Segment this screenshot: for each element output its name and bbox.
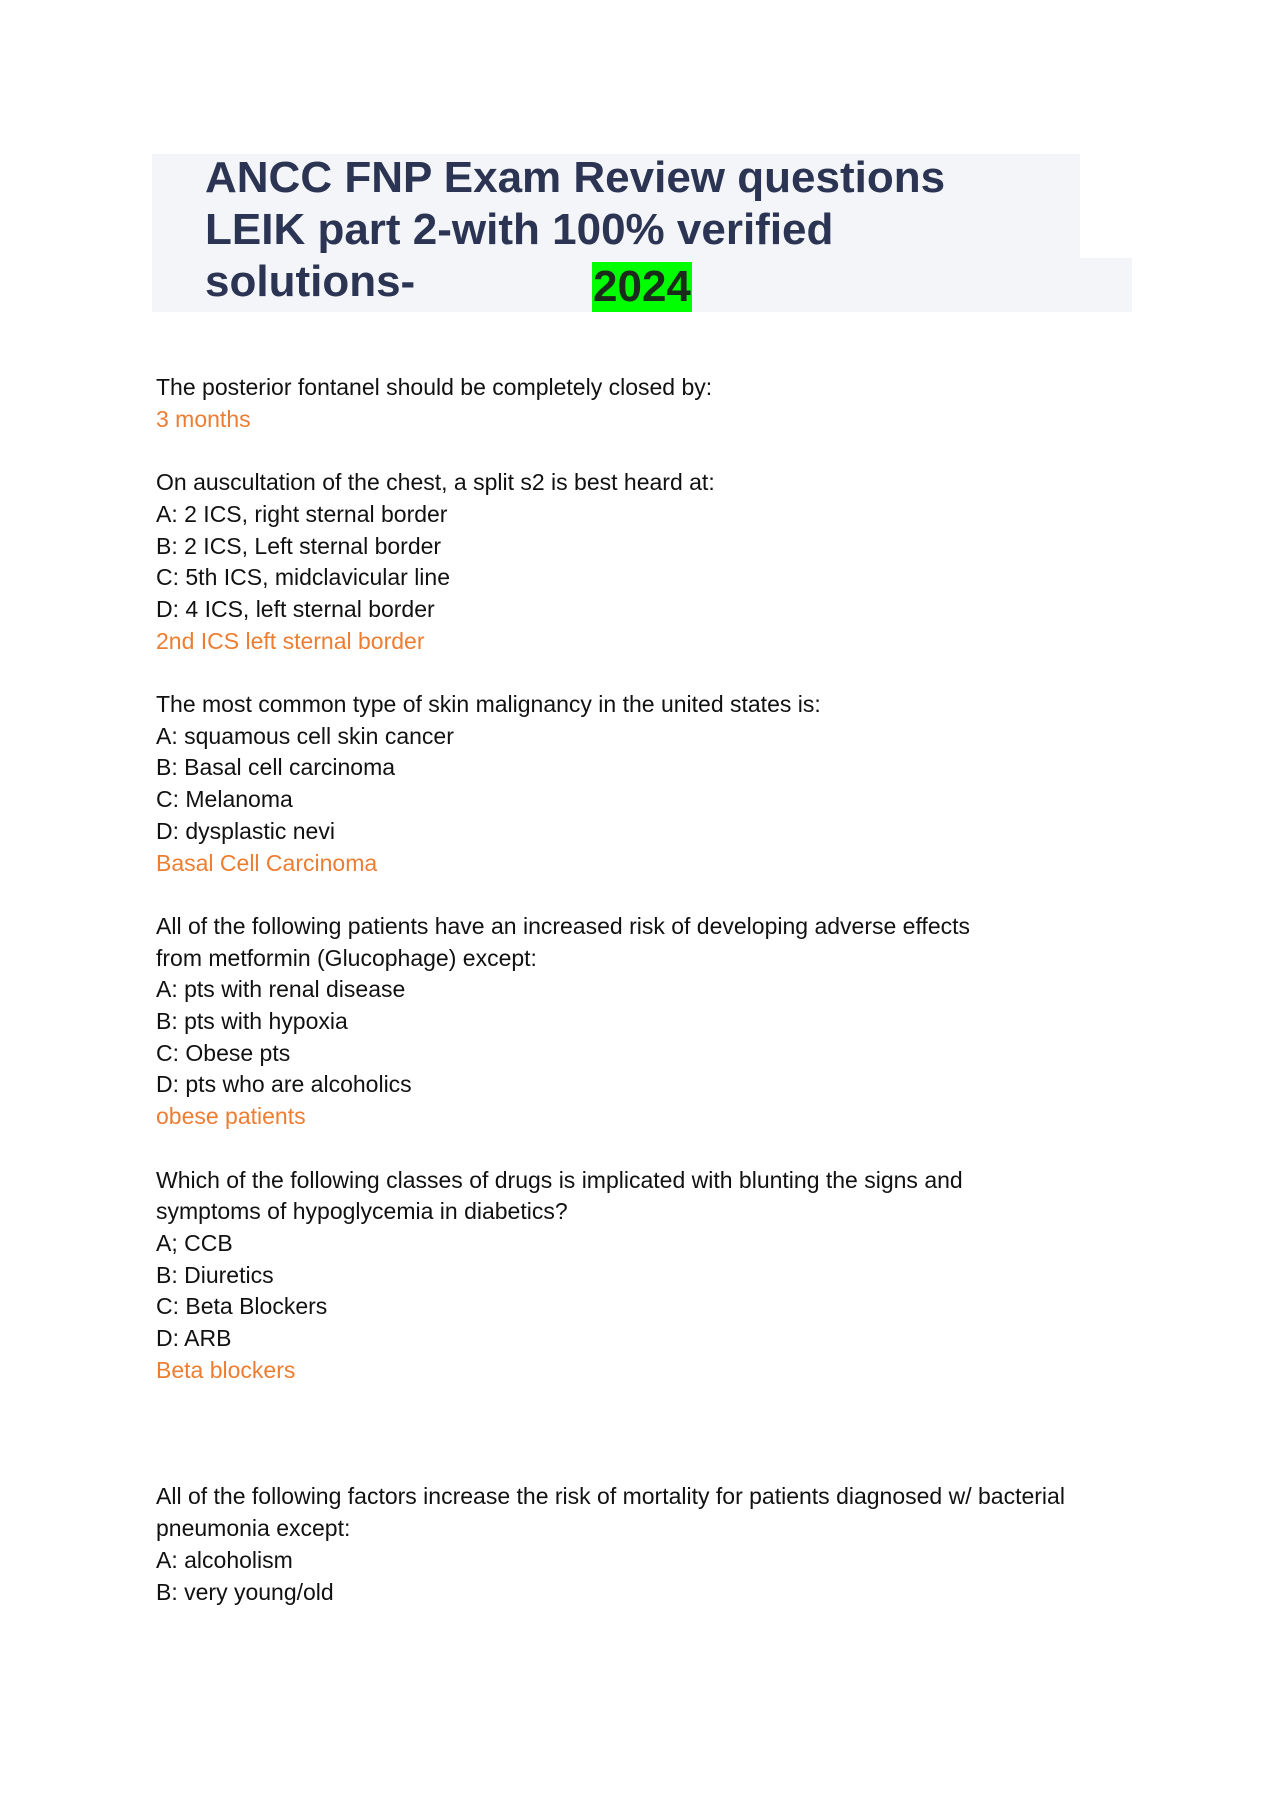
question-block — [156, 689, 1136, 879]
option-d: D: ARB — [156, 1325, 232, 1352]
option-d: D: dysplastic nevi — [156, 817, 335, 844]
option-c: C: Obese pts — [156, 1039, 291, 1066]
title-line-3: solutions- — [205, 257, 416, 306]
option-a: A: squamous cell skin cancer — [156, 722, 454, 749]
option-b: B: very young/old — [156, 1578, 334, 1605]
answer-text: obese patients — [156, 1103, 306, 1130]
option-b: B: pts with hypoxia — [156, 1008, 348, 1035]
question-block — [156, 911, 1136, 1133]
answer-text: 2nd ICS left sternal border — [156, 627, 425, 654]
answer-text: Beta blockers — [156, 1356, 296, 1383]
option-d: D: pts who are alcoholics — [156, 1071, 412, 1098]
question-text: The most common type of skin malignancy in the united states is: — [156, 691, 821, 717]
title-line-2: LEIK part 2-with 100% verified — [205, 205, 834, 254]
question-block — [156, 467, 1136, 657]
option-d: D: 4 ICS, left sternal border — [156, 595, 435, 622]
option-b: B: Diuretics — [156, 1261, 274, 1288]
title-line-1: ANCC FNP Exam Review questions — [205, 153, 946, 202]
option-b: B: Basal cell carcinoma — [156, 754, 396, 781]
option-a: A: alcoholism — [156, 1546, 293, 1573]
question-text: All of the following factors increase the risk of mortality for patients diagnosed w/ bacterial — [156, 1483, 1065, 1510]
answer-text: 3 months — [156, 405, 251, 432]
question-block — [156, 1165, 1136, 1387]
option-a: A; CCB — [156, 1229, 233, 1256]
option-a: A: 2 ICS, right sternal border — [156, 500, 448, 527]
option-c: C: 5th ICS, midclavicular line — [156, 564, 450, 591]
question-text: The posterior fontanel should be completely closed by: — [156, 374, 713, 400]
option-c: C: Beta Blockers — [156, 1293, 328, 1320]
question-text-cont: pneumonia except: — [156, 1515, 351, 1542]
question-text: All of the following patients have an increased risk of developing adverse effects — [156, 912, 971, 939]
question-block — [156, 372, 1136, 435]
option-c: C: Melanoma — [156, 786, 293, 813]
question-text-cont: symptoms of hypoglycemia in diabetics? — [156, 1198, 568, 1225]
option-a: A: pts with renal disease — [156, 976, 406, 1003]
question-block — [156, 1481, 1136, 1608]
question-text-cont: from metformin (Glucophage) except: — [156, 944, 537, 971]
title-year-highlight: 2024 — [593, 262, 691, 311]
answer-text: Basal Cell Carcinoma — [156, 849, 378, 876]
question-text: On auscultation of the chest, a split s2 is best heard at: — [156, 469, 715, 496]
option-b: B: 2 ICS, Left sternal border — [156, 532, 442, 559]
questions-list — [156, 372, 1136, 1640]
question-text: Which of the following classes of drugs is implicated with blunting the signs and — [156, 1166, 963, 1193]
